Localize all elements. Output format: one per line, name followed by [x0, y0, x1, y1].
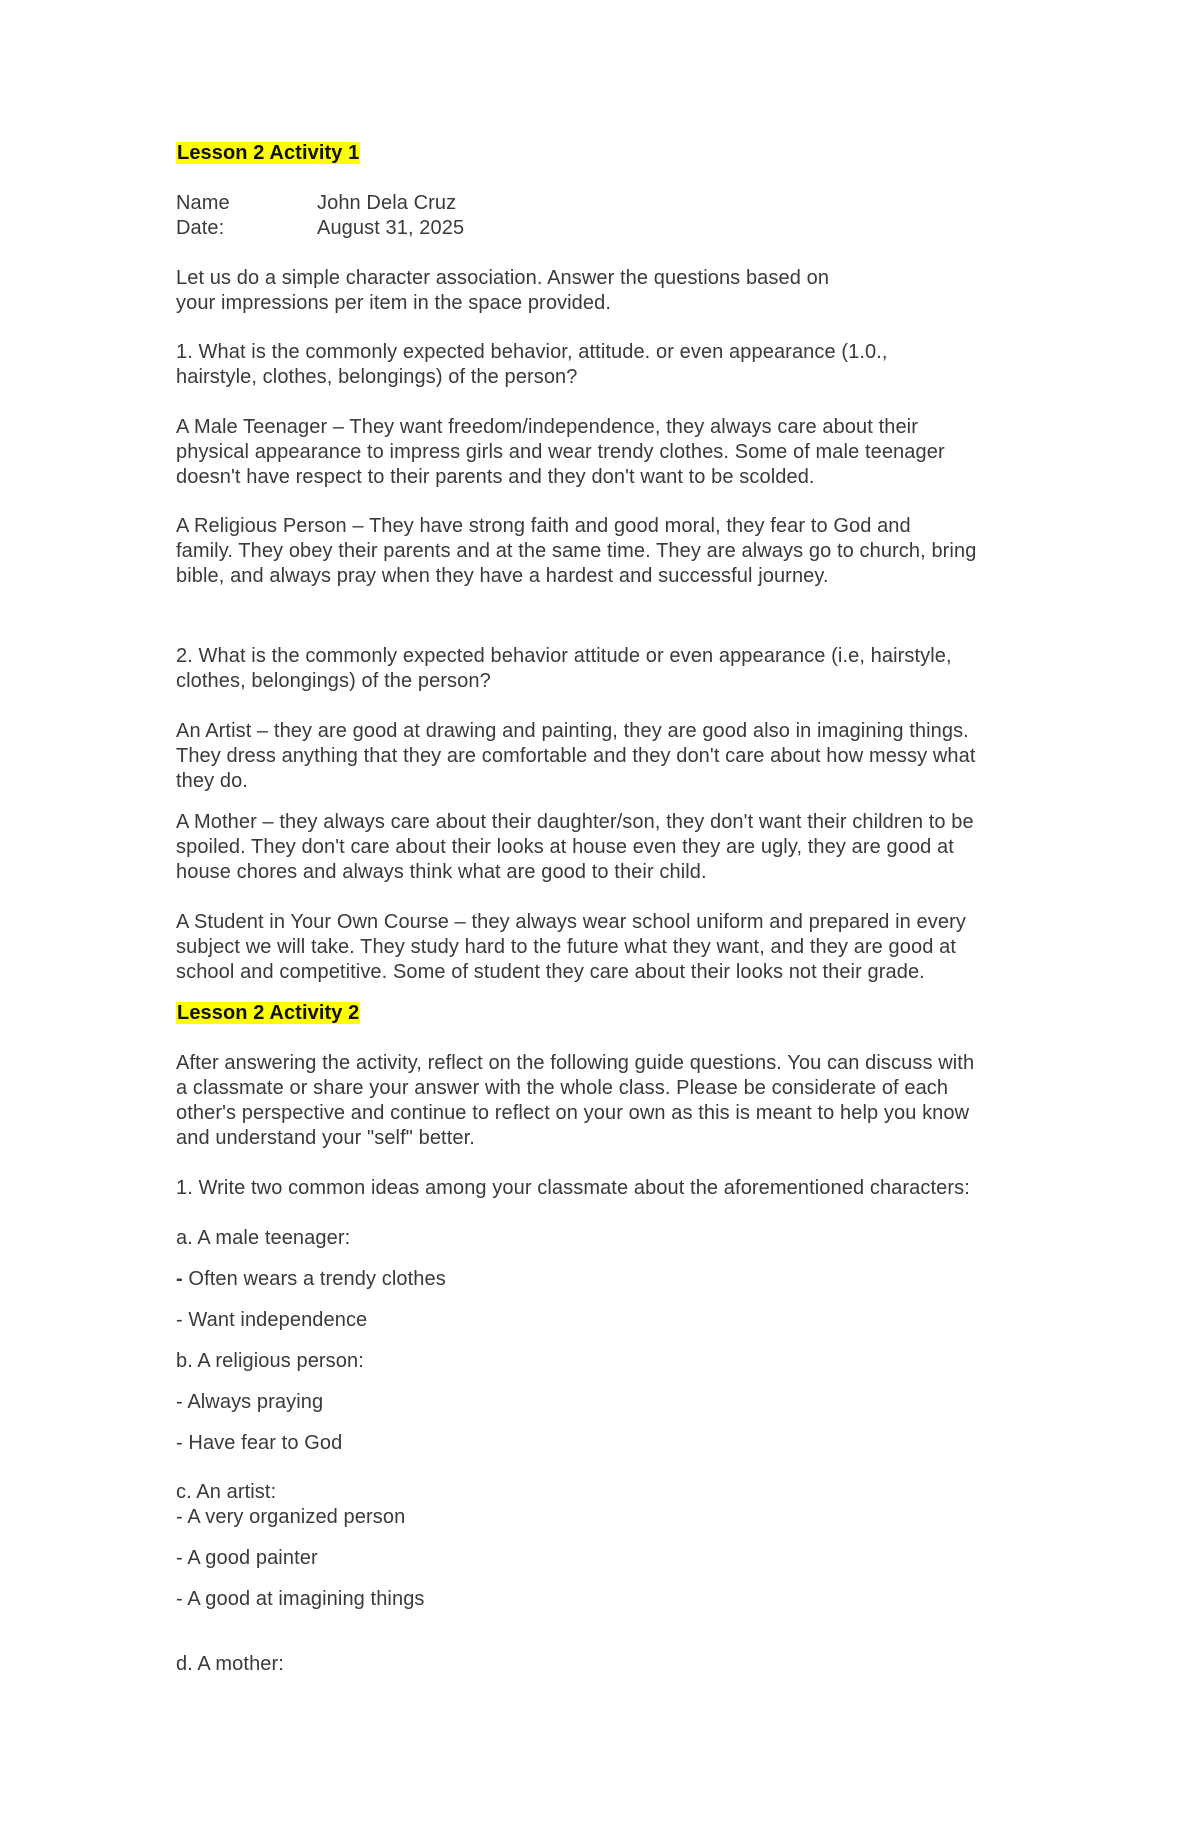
male-teenager-line-3: doesn't have respect to their parents and they don't want to be scolded.	[176, 466, 815, 488]
c-item-3: - A good at imagining things	[176, 1588, 425, 1610]
question1-line-2: hairstyle, clothes, belongings) of the person?	[176, 366, 578, 388]
artist-line-1: An Artist – they are good at drawing and painting, they are good also in imagining things.	[176, 720, 969, 742]
a-item-1	[176, 1267, 446, 1292]
b-item-2: - Have fear to God	[176, 1432, 343, 1454]
c-item-2: - A good painter	[176, 1547, 318, 1569]
activity2-intro-line-1: After answering the activity, reflect on the following guide questions. You can discuss with	[176, 1052, 975, 1074]
activity2-question1: 1. Write two common ideas among your classmate about the aforementioned characters:	[176, 1177, 970, 1199]
student-line-3: school and competitive. Some of student they care about their looks not their grade.	[176, 961, 925, 983]
activity1-intro-line-1: Let us do a simple character association. Answer the questions based on	[176, 267, 830, 289]
religious-person-line-3: bible, and always pray when they have a hardest and successful journey.	[176, 565, 829, 587]
question2-line-2: clothes, belongings) of the person?	[176, 670, 491, 692]
mother-line-3: house chores and always think what are good to their child.	[176, 861, 707, 883]
b-item-1: - Always praying	[176, 1391, 324, 1413]
activity2-intro-line-4: and understand your "self" better.	[176, 1127, 475, 1149]
activity2-heading-line	[176, 1001, 360, 1026]
activity2-intro-line-3: other's perspective and continue to reflect on your own as this is meant to help you know	[176, 1102, 970, 1124]
student-line-1: A Student in Your Own Course – they always wear school uniform and prepared in every	[176, 911, 966, 933]
date-label: Date:	[176, 217, 225, 239]
mother-line-1: A Mother – they always care about their daughter/son, they don't want their children to be	[176, 811, 974, 833]
mother-line-2: spoiled. They don't care about their looks at house even they are ugly, they are good at	[176, 836, 954, 858]
artist-line-2: They dress anything that they are comfortable and they don't care about how messy what	[176, 745, 976, 767]
religious-person-line-2: family. They obey their parents and at the same time. They are always go to church, bring	[176, 540, 977, 562]
c-item-1: - A very organized person	[176, 1506, 406, 1528]
question1-line-1: 1. What is the commonly expected behavior, attitude. or even appearance (1.0.,	[176, 341, 888, 363]
a-item-1-text: Often wears a trendy clothes	[182, 1268, 446, 1290]
religious-person-line-1: A Religious Person – They have strong faith and good moral, they fear to God and	[176, 515, 911, 537]
d-mother-label: d. A mother:	[176, 1653, 284, 1675]
a-item-1-dash: -	[176, 1268, 183, 1290]
date-value: August 31, 2025	[317, 217, 465, 239]
activity2-intro-line-2: a classmate or share your answer with the whole class. Please be considerate of each	[176, 1077, 949, 1099]
name-label: Name	[176, 192, 230, 214]
activity1-heading: Lesson 2 Activity 1	[177, 142, 360, 164]
activity2-heading: Lesson 2 Activity 2	[177, 1002, 360, 1024]
male-teenager-line-1: A Male Teenager – They want freedom/independence, they always care about their	[176, 416, 918, 438]
a-item-2: - Want independence	[176, 1309, 368, 1331]
activity1-intro-line-2: your impressions per item in the space provided.	[176, 292, 612, 314]
activity1-heading-line	[176, 141, 360, 166]
male-teenager-line-2: physical appearance to impress girls and wear trendy clothes. Some of male teenager	[176, 441, 945, 463]
name-row	[176, 191, 457, 216]
a-male-teenager-label: a. A male teenager:	[176, 1227, 351, 1249]
question2-line-1: 2. What is the commonly expected behavior attitude or even appearance (i.e, hairstyle,	[176, 645, 952, 667]
date-row	[176, 216, 465, 241]
b-religious-person-label: b. A religious person:	[176, 1350, 364, 1372]
c-artist-label: c. An artist:	[176, 1481, 277, 1503]
student-line-2: subject we will take. They study hard to the future what they want, and they are good at	[176, 936, 956, 958]
artist-line-3: they do.	[176, 770, 248, 792]
name-value: John Dela Cruz	[317, 192, 457, 214]
